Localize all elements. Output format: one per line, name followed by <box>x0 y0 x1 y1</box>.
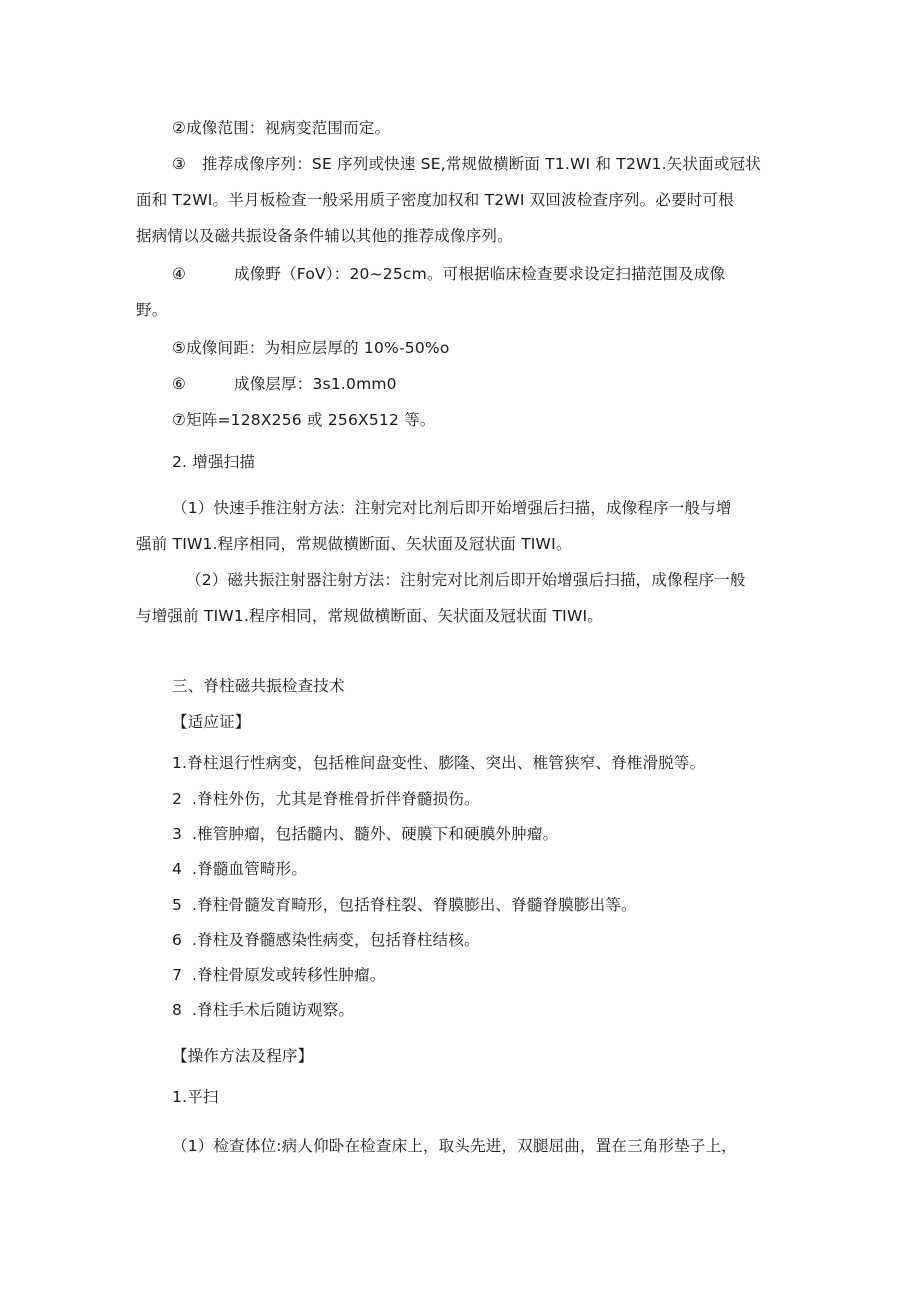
list-number: 8 <box>172 1001 183 1019</box>
item-fov-line1 <box>172 264 725 284</box>
list-text: .脊柱骨髓发育畸形，包括脊柱裂、脊膜膨出、脊髓脊膜膨出等。 <box>192 896 637 914</box>
list-number: 1. <box>172 754 188 772</box>
list-text: .脊柱及脊髓感染性病变，包括脊柱结核。 <box>192 931 480 949</box>
item-thickness <box>172 374 397 394</box>
enhanced-p1-line2: 强前 TIW1.程序相同，常规做横断面、矢状面及冠状面 TIWI。 <box>136 535 572 553</box>
list-text: 脊柱退行性病变，包括椎间盘变性、膨隆、突出、椎管狭窄、脊椎滑脱等。 <box>187 754 706 772</box>
item-text: 成像层厚：3s1.0mm0 <box>234 375 397 393</box>
item-fov-line2: 野。 <box>136 301 168 319</box>
list-text: .脊柱手术后随访观察。 <box>192 1001 355 1019</box>
item-sequence-line2: 面和 T2WI。半月板检查一般采用质子密度加权和 T2WI 双回波检查序列。必要时可根 <box>136 191 734 209</box>
indications-title: 【适应证】 <box>172 713 251 731</box>
list-number: 7 <box>172 966 183 984</box>
list-item <box>172 965 386 985</box>
list-item <box>172 753 705 773</box>
list-item <box>172 930 480 950</box>
list-text: .脊髓血管畸形。 <box>192 860 308 878</box>
position-line: （1）检查体位:病人仰卧在检查床上，取头先进，双腿屈曲，置在三角形垫子上， <box>172 1137 737 1155</box>
item-sequence-line3: 据病情以及磁共振设备条件辅以其他的推荐成像序列。 <box>136 227 513 245</box>
plain-scan-heading: 1.平扫 <box>172 1088 219 1106</box>
list-item <box>172 789 480 809</box>
item-text: 成像野（FoV）：20~25cm。可根据临床检查要求设定扫描范围及成像 <box>234 265 726 283</box>
item-number: ④ <box>172 265 187 283</box>
section-heading: 三、脊柱磁共振检查技术 <box>172 677 345 695</box>
list-text: .椎管肿瘤，包括髓内、髓外、硬膜下和硬膜外肿瘤。 <box>192 825 559 843</box>
enhanced-p1-line1: （1）快速手推注射方法：注射完对比剂后即开始增强后扫描，成像程序一般与增 <box>172 499 732 517</box>
enhanced-p2-line2: 与增强前 TIW1.程序相同，常规做横断面、矢状面及冠状面 TIWI。 <box>136 607 603 625</box>
list-number: 4 <box>172 860 183 878</box>
list-number: 5 <box>172 896 183 914</box>
enhanced-scan-heading: 2. 增强扫描 <box>172 453 256 471</box>
item-matrix: ⑦矩阵=128X256 或 256X512 等。 <box>172 411 436 429</box>
item-text: 推荐成像序列：SE 序列或快速 SE,常规做横断面 T1.WI 和 T2W1.矢状面或冠状 <box>202 155 761 173</box>
list-text: .脊柱骨原发或转移性肿瘤。 <box>192 966 386 984</box>
item-number: ③ <box>172 155 187 173</box>
method-title: 【操作方法及程序】 <box>172 1047 314 1065</box>
list-item <box>172 859 307 879</box>
list-item <box>172 1000 354 1020</box>
list-number: 3 <box>172 825 183 843</box>
enhanced-p2-line1: （2）磁共振注射器注射方法：注射完对比剂后即开始增强后扫描，成像程序一般 <box>186 571 746 589</box>
list-number: 2 <box>172 790 183 808</box>
list-text: .脊柱外伤，尤其是脊椎骨折伴脊髓损伤。 <box>192 790 480 808</box>
list-number: 6 <box>172 931 183 949</box>
list-item <box>172 895 637 915</box>
list-item <box>172 824 558 844</box>
item-number: ⑥ <box>172 375 187 393</box>
item-spacing: ⑤成像间距：为相应层厚的 10%-50%o <box>172 339 450 357</box>
item-imaging-range: ②成像范围：视病变范围而定。 <box>172 119 391 137</box>
item-sequence-line1 <box>172 154 761 174</box>
